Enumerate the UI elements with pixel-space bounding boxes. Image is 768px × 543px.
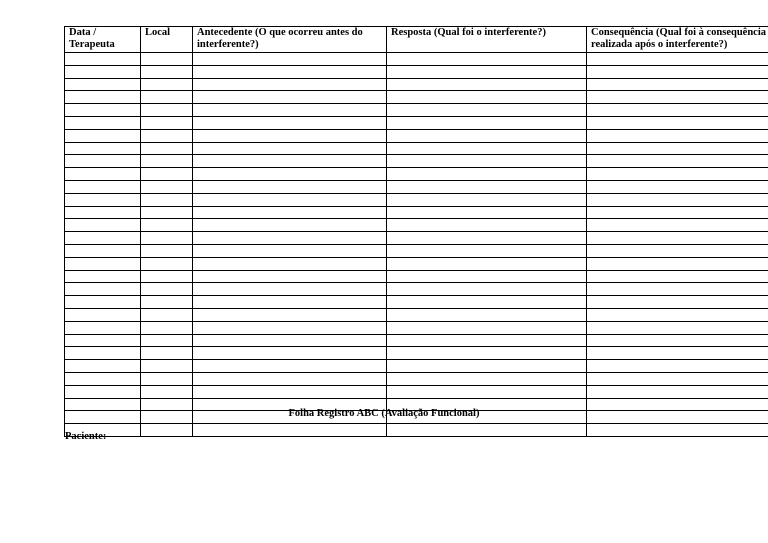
table-cell[interactable] [193, 334, 387, 347]
table-cell[interactable] [141, 155, 193, 168]
table-cell[interactable] [587, 129, 768, 142]
table-cell[interactable] [65, 219, 141, 232]
table-cell[interactable] [141, 244, 193, 257]
table-cell[interactable] [65, 360, 141, 373]
table-cell[interactable] [65, 283, 141, 296]
abc-record-table [64, 26, 768, 437]
table-cell[interactable] [193, 180, 387, 193]
table-row [65, 347, 768, 360]
table-cell[interactable] [65, 78, 141, 91]
header-row [65, 27, 768, 53]
table-cell[interactable] [141, 193, 193, 206]
table-cell[interactable] [141, 219, 193, 232]
table-cell[interactable] [193, 65, 387, 78]
table-cell[interactable] [141, 283, 193, 296]
table-cell[interactable] [587, 372, 768, 385]
table-cell[interactable] [387, 257, 587, 270]
table-cell[interactable] [65, 244, 141, 257]
table-cell[interactable] [587, 116, 768, 129]
table-cell[interactable] [141, 334, 193, 347]
table-cell[interactable] [587, 168, 768, 181]
table-cell[interactable] [141, 257, 193, 270]
col-header-response: Resposta (Qual foi o interferente?) [387, 27, 587, 53]
table-cell[interactable] [387, 78, 587, 91]
table-row [65, 334, 768, 347]
table-cell[interactable] [65, 206, 141, 219]
table-row [65, 78, 768, 91]
table-row [65, 372, 768, 385]
table-cell[interactable] [587, 308, 768, 321]
table-cell[interactable] [587, 385, 768, 398]
table-cell[interactable] [65, 53, 141, 66]
table-cell[interactable] [193, 193, 387, 206]
table-cell[interactable] [387, 65, 587, 78]
table-cell[interactable] [141, 104, 193, 117]
table-cell[interactable] [141, 232, 193, 245]
table-cell[interactable] [587, 206, 768, 219]
table-cell[interactable] [65, 270, 141, 283]
col-header-date-therapist: Data / Terapeuta [65, 27, 141, 53]
table-cell[interactable] [587, 142, 768, 155]
table-cell[interactable] [193, 424, 387, 437]
table-cell[interactable] [587, 232, 768, 245]
table-cell[interactable] [387, 129, 587, 142]
table-cell[interactable] [193, 53, 387, 66]
table-cell[interactable] [193, 142, 387, 155]
table-cell[interactable] [141, 116, 193, 129]
table-row [65, 270, 768, 283]
table-row [65, 283, 768, 296]
table-cell[interactable] [65, 347, 141, 360]
table-row [65, 142, 768, 155]
table-cell[interactable] [193, 78, 387, 91]
table-cell[interactable] [193, 270, 387, 283]
table-cell[interactable] [387, 155, 587, 168]
table-cell[interactable] [387, 244, 587, 257]
table-cell[interactable] [387, 270, 587, 283]
table-cell[interactable] [193, 360, 387, 373]
col-header-consequence: Consequência (Qual foi à consequência realizada após o interferente?) [587, 27, 768, 53]
table-cell[interactable] [587, 65, 768, 78]
table-cell[interactable] [65, 193, 141, 206]
table-cell[interactable] [141, 129, 193, 142]
table-cell[interactable] [141, 65, 193, 78]
table-row [65, 193, 768, 206]
table-row [65, 53, 768, 66]
table-cell[interactable] [193, 219, 387, 232]
table-cell[interactable] [387, 206, 587, 219]
table-cell[interactable] [141, 180, 193, 193]
table-cell[interactable] [65, 257, 141, 270]
table-cell[interactable] [193, 347, 387, 360]
table-cell[interactable] [387, 91, 587, 104]
table-row [65, 296, 768, 309]
table-row [65, 65, 768, 78]
col-header-location: Local [141, 27, 193, 53]
table-cell[interactable] [193, 308, 387, 321]
table-cell[interactable] [387, 53, 587, 66]
table-cell[interactable] [587, 360, 768, 373]
table-cell[interactable] [587, 424, 768, 437]
table-row [65, 321, 768, 334]
table-cell[interactable] [193, 232, 387, 245]
table-row [65, 129, 768, 142]
table-row [65, 91, 768, 104]
table-body [65, 53, 768, 437]
table-cell[interactable] [387, 104, 587, 117]
table-cell[interactable] [193, 116, 387, 129]
table-cell[interactable] [65, 180, 141, 193]
table-cell[interactable] [65, 129, 141, 142]
table-cell[interactable] [193, 168, 387, 181]
table-cell[interactable] [65, 232, 141, 245]
table-cell[interactable] [587, 257, 768, 270]
table-row [65, 116, 768, 129]
table-row [65, 308, 768, 321]
table-row [65, 257, 768, 270]
table-cell[interactable] [141, 296, 193, 309]
table-cell[interactable] [193, 372, 387, 385]
table-cell[interactable] [387, 360, 587, 373]
table-cell[interactable] [387, 296, 587, 309]
table-cell[interactable] [65, 168, 141, 181]
table-row [65, 180, 768, 193]
table-cell[interactable] [193, 257, 387, 270]
table-cell[interactable] [193, 155, 387, 168]
table-row [65, 219, 768, 232]
table-cell[interactable] [193, 91, 387, 104]
table-cell[interactable] [65, 155, 141, 168]
table-cell[interactable] [141, 91, 193, 104]
table-row [65, 168, 768, 181]
table-cell[interactable] [587, 244, 768, 257]
table-cell[interactable] [587, 283, 768, 296]
table-cell[interactable] [387, 424, 587, 437]
table-cell[interactable] [387, 372, 587, 385]
table-cell[interactable] [141, 168, 193, 181]
table-cell[interactable] [141, 206, 193, 219]
table-cell[interactable] [587, 180, 768, 193]
table-cell[interactable] [65, 308, 141, 321]
table-cell[interactable] [387, 385, 587, 398]
table-cell[interactable] [587, 321, 768, 334]
table-cell[interactable] [587, 219, 768, 232]
table-cell[interactable] [65, 296, 141, 309]
table-cell[interactable] [193, 129, 387, 142]
table-cell[interactable] [65, 385, 141, 398]
table-row [65, 244, 768, 257]
table-cell[interactable] [387, 219, 587, 232]
table-cell[interactable] [141, 347, 193, 360]
table-cell[interactable] [141, 372, 193, 385]
table-cell[interactable] [387, 193, 587, 206]
table-cell[interactable] [141, 53, 193, 66]
table-cell[interactable] [65, 321, 141, 334]
table-cell[interactable] [587, 155, 768, 168]
table-row [65, 206, 768, 219]
table-cell[interactable] [387, 168, 587, 181]
table-row [65, 232, 768, 245]
table-cell[interactable] [587, 296, 768, 309]
table-cell[interactable] [65, 104, 141, 117]
table-cell[interactable] [193, 104, 387, 117]
table-cell[interactable] [141, 270, 193, 283]
table-cell[interactable] [65, 91, 141, 104]
table-cell[interactable] [387, 321, 587, 334]
table-cell[interactable] [193, 206, 387, 219]
table-row [65, 155, 768, 168]
table-cell[interactable] [141, 360, 193, 373]
table-cell[interactable] [587, 104, 768, 117]
table-cell[interactable] [387, 232, 587, 245]
table-cell[interactable] [65, 142, 141, 155]
table-cell[interactable] [193, 385, 387, 398]
table-cell[interactable] [141, 321, 193, 334]
patient-label: Paciente: [65, 431, 107, 442]
table-cell[interactable] [387, 142, 587, 155]
table-cell[interactable] [587, 78, 768, 91]
table-cell[interactable] [193, 283, 387, 296]
table-cell[interactable] [587, 334, 768, 347]
table-cell[interactable] [141, 385, 193, 398]
table-cell[interactable] [387, 308, 587, 321]
table-cell[interactable] [387, 334, 587, 347]
table-cell[interactable] [587, 347, 768, 360]
table-row [65, 424, 768, 437]
table-cell[interactable] [65, 116, 141, 129]
table-cell[interactable] [141, 424, 193, 437]
table-cell[interactable] [193, 321, 387, 334]
table-cell[interactable] [387, 180, 587, 193]
table-row [65, 360, 768, 373]
table-cell[interactable] [141, 142, 193, 155]
table-cell[interactable] [587, 91, 768, 104]
table-cell[interactable] [141, 308, 193, 321]
table-row [65, 104, 768, 117]
table-cell[interactable] [141, 78, 193, 91]
table-cell[interactable] [587, 53, 768, 66]
table-cell[interactable] [193, 296, 387, 309]
table-row [65, 385, 768, 398]
table-cell[interactable] [387, 283, 587, 296]
table-cell[interactable] [65, 65, 141, 78]
form-title: Folha Registro ABC (Avaliação Funcional) [288, 408, 480, 419]
table-cell[interactable] [587, 270, 768, 283]
table-header [65, 27, 768, 53]
table-cell[interactable] [587, 193, 768, 206]
table-cell[interactable] [65, 372, 141, 385]
table-cell[interactable] [387, 116, 587, 129]
table-cell[interactable] [65, 334, 141, 347]
table-cell[interactable] [193, 244, 387, 257]
table-cell[interactable] [387, 347, 587, 360]
col-header-antecedent: Antecedente (O que ocorreu antes do interferente?) [193, 27, 387, 53]
